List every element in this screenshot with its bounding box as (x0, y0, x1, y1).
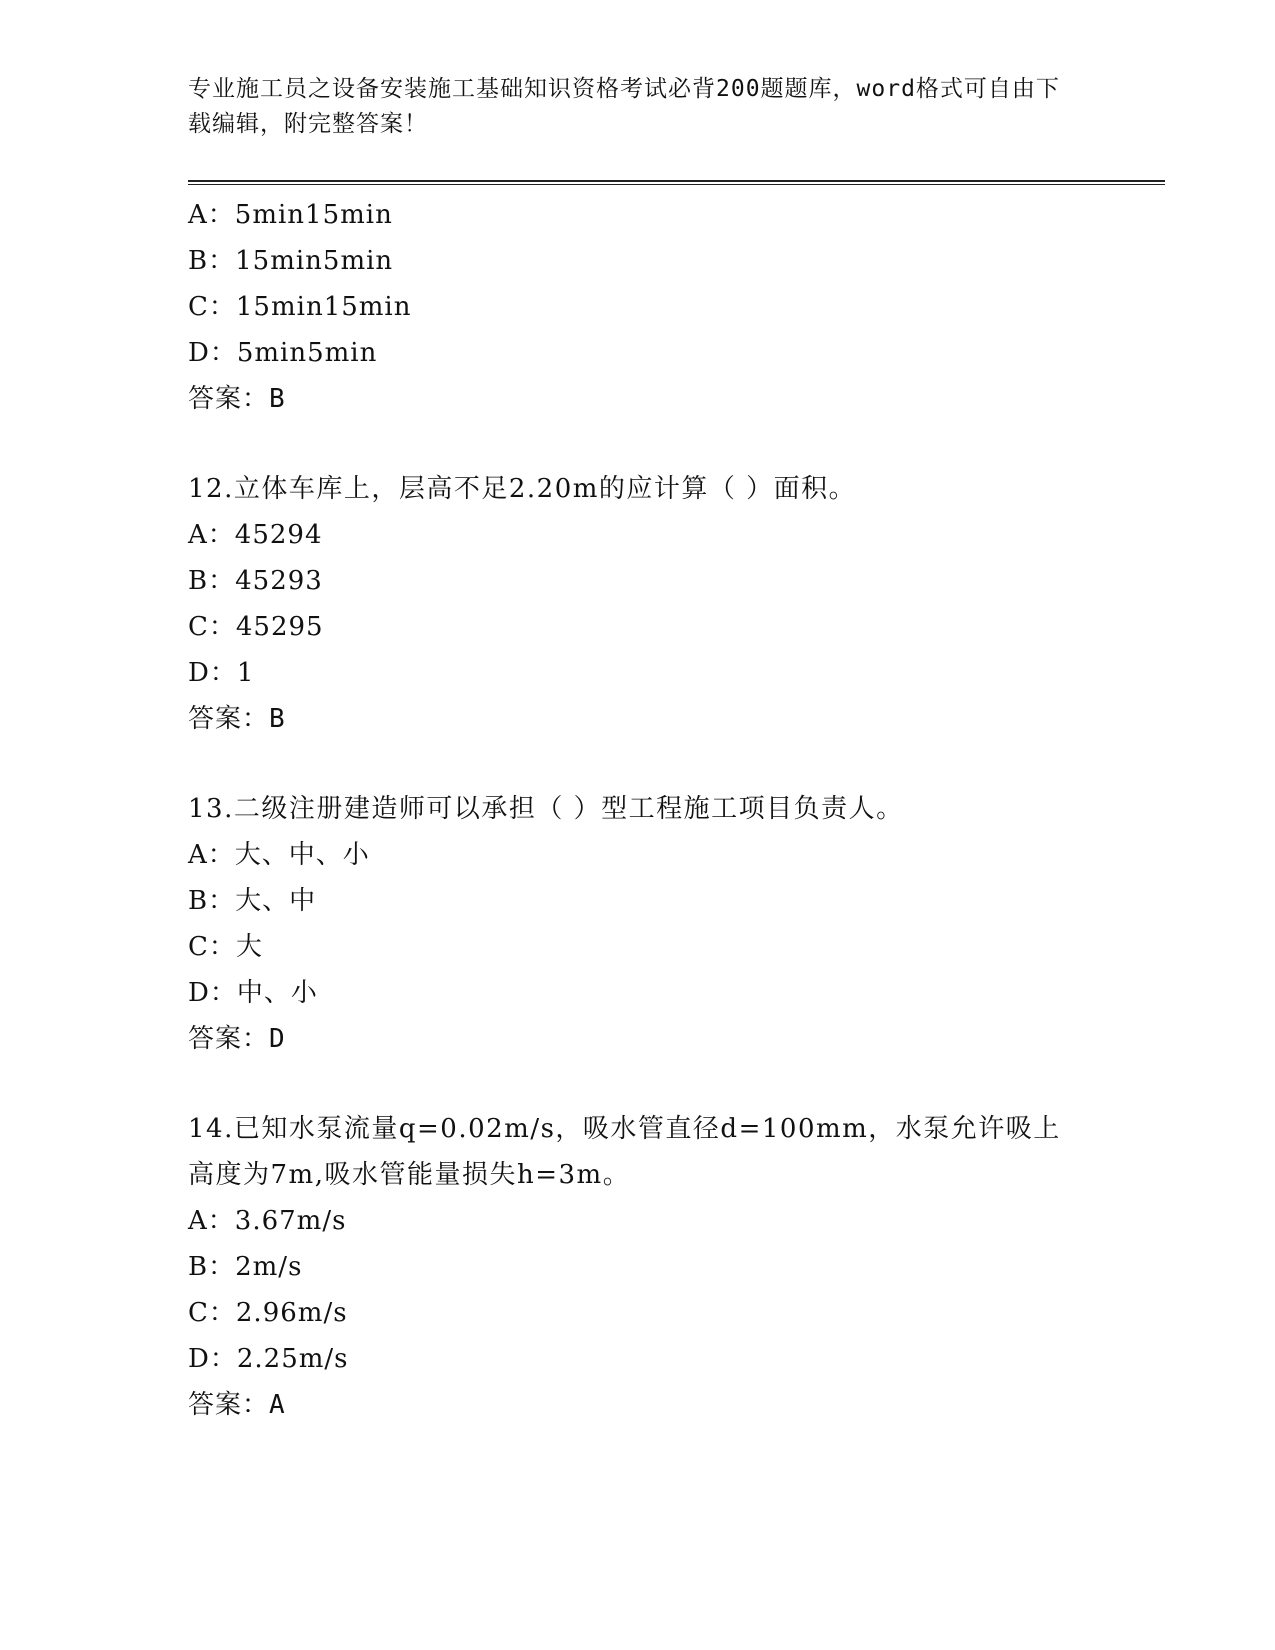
document-header: 专业施工员之设备安装施工基础知识资格考试必背200题题库，word格式可自由下载编辑，附完整答案！ (188, 76, 1060, 137)
answer-line: 答案：B (188, 384, 286, 414)
question-list (188, 192, 1088, 1428)
question-stem: 12.立体车库上，层高不足2.20m的应计算（ ）面积。 (188, 474, 857, 504)
question-14 (188, 1106, 1088, 1428)
answer-line: 答案：A (188, 1390, 286, 1420)
question-stem: 13.二级注册建造师可以承担（ ）型工程施工项目负责人。 (188, 794, 904, 824)
answer-line: 答案：D (188, 1024, 286, 1054)
question-13 (188, 786, 1088, 1062)
answer-line: 答案：B (188, 704, 286, 734)
question-stem: 14.已知水泵流量q=0.02m/s，吸水管直径d=100mm，水泵允许吸上高度为7m,吸水管能量损失h=3m。 (188, 1114, 1061, 1190)
option-a: A：45294 (188, 520, 323, 550)
option-b: B：2m/s (188, 1252, 303, 1282)
question-12 (188, 466, 1088, 742)
option-c: C：大 (188, 932, 263, 962)
option-c: C：2.96m/s (188, 1298, 348, 1328)
option-d: D：2.25m/s (188, 1344, 349, 1374)
option-d: D：1 (188, 658, 255, 688)
option-b: B：大、中 (188, 886, 317, 916)
option-a: A：大、中、小 (188, 840, 370, 870)
option-b: B：15min5min (188, 246, 394, 276)
option-a: A：5min15min (188, 200, 393, 230)
option-a: A：3.67m/s (188, 1206, 347, 1236)
option-c: C：15min15min (188, 292, 412, 322)
option-b: B：45293 (188, 566, 323, 596)
option-c: C：45295 (188, 612, 324, 642)
question-11 (188, 192, 1088, 422)
header-divider (188, 180, 1165, 185)
option-d: D：中、小 (188, 978, 318, 1008)
option-d: D：5min5min (188, 338, 378, 368)
